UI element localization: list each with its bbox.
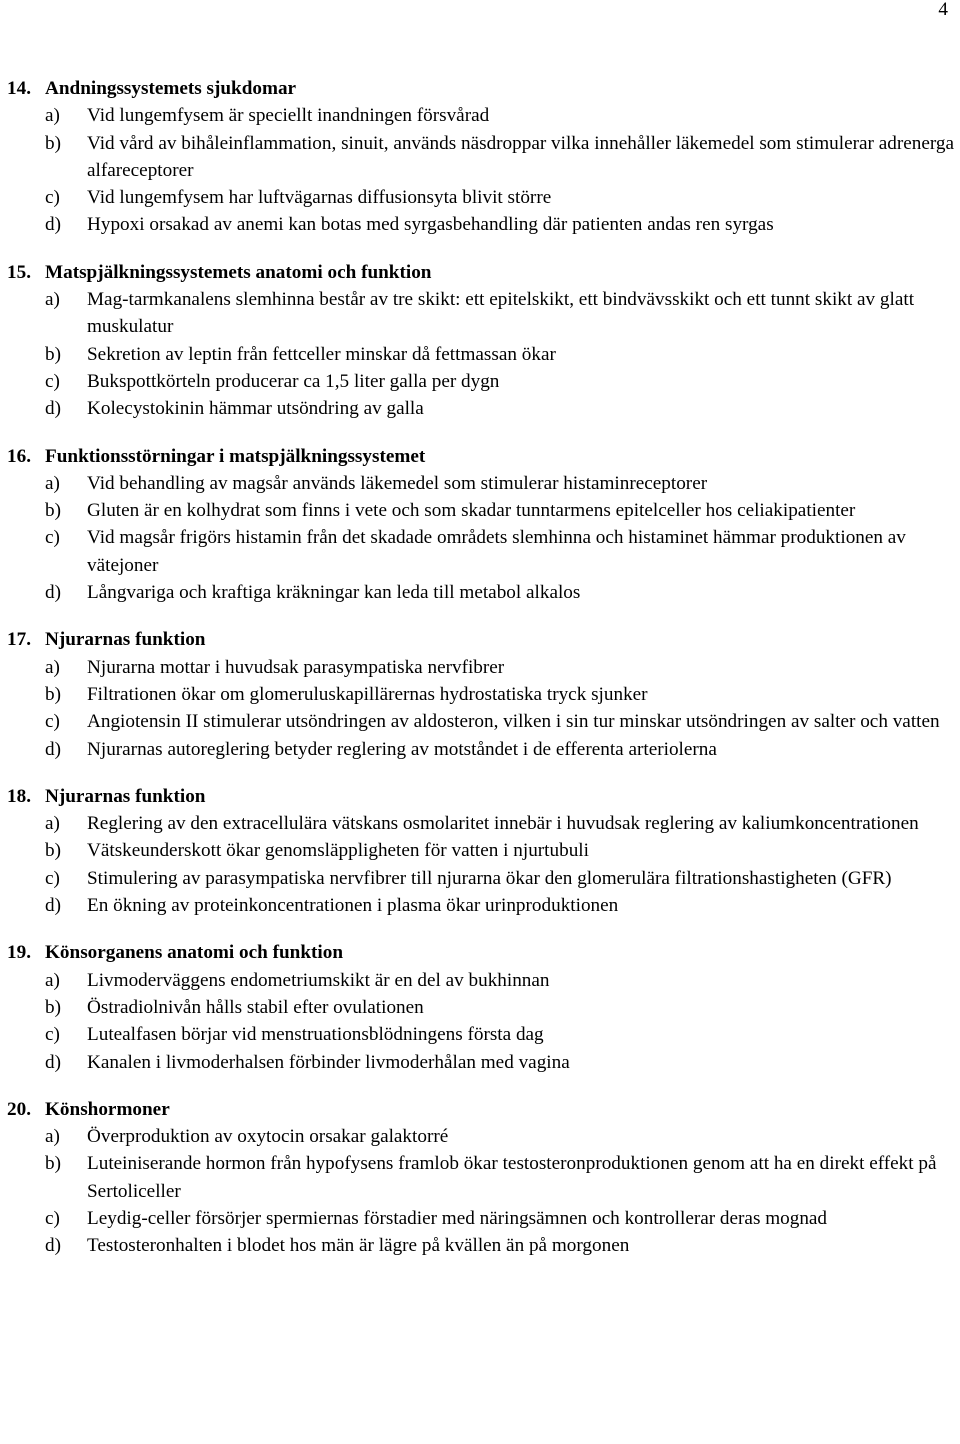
section-title: Könsorganens anatomi och funktion [45,942,343,964]
statement-item [45,994,957,1021]
statement-letter: b) [45,996,61,1018]
statement-text: Testosteronhalten i blodet hos män är lägre på kvällen än på morgonen [87,1235,630,1257]
statement-item [45,524,957,579]
statement-item [45,470,957,497]
statement-letter: b) [45,840,61,862]
section-title: Andningssystemets sjukdomar [45,78,297,99]
statement-text: Kanalen i livmoderhalsen förbinder livmoderhålan med vagina [87,1051,570,1073]
statement-letter: a) [45,656,60,678]
statement-list [7,654,957,763]
question-section [7,259,957,423]
statement-text: Leydig-celler försörjer spermiernas förstadier med näringsämnen och kontrollerar deras mognad [87,1207,828,1229]
statement-letter: b) [45,683,61,705]
statement-text: Angiotensin II stimulerar utsöndringen av aldosteron, vilken i sin tur minskar utsöndringen av salter och vatten [87,711,940,733]
statement-letter: c) [45,370,60,392]
statement-text: Östradiolnivån hålls stabil efter ovulationen [87,996,424,1018]
statement-letter: d) [45,214,61,236]
section-number: 20. [7,1098,31,1120]
statement-item [45,681,957,708]
statement-text: Kolecystokinin hämmar utsöndring av galla [87,398,424,420]
statement-letter: b) [45,343,61,365]
section-title: Njurarnas funktion [45,785,206,807]
section-number: 19. [7,942,31,964]
statement-letter: b) [45,1153,61,1175]
statement-text: Överproduktion av oxytocin orsakar galaktorré [87,1126,449,1148]
statement-list [7,286,957,422]
statement-text: Långvariga och kraftiga kräkningar kan leda till metabol alkalos [87,582,581,604]
statement-text: Mag-tarmkanalens slemhinna består av tre skikt: ett epitelskikt, ett bindvävsskikt och ett tunnt skikt av glatt muskulatur [87,289,915,338]
statement-text: Bukspottkörteln producerar ca 1,5 liter galla per dygn [87,370,500,392]
section-number: 14. [7,78,31,99]
section-heading [7,75,957,102]
statement-item [45,341,957,368]
section-title: Njurarnas funktion [45,629,206,651]
statement-item [45,579,957,606]
statement-letter: a) [45,289,60,311]
question-section [7,939,957,1075]
statement-item [45,184,957,211]
statement-text: Livmoderväggens endometriumskikt är en del av bukhinnan [87,969,550,991]
statement-list [7,1123,957,1259]
statement-letter: c) [45,527,60,549]
statement-letter: a) [45,472,60,494]
statement-item [45,967,957,994]
statement-letter: c) [45,1024,60,1046]
statement-list [7,102,957,238]
question-section [7,626,957,762]
section-title: Funktionsstörningar i matspjälkningssystemet [45,445,426,467]
statement-list [7,470,957,606]
statement-letter: d) [45,1051,61,1073]
section-heading [7,259,957,286]
question-section [7,783,957,919]
section-heading [7,783,957,810]
statement-item [45,1021,957,1048]
section-heading [7,626,957,653]
statement-text: Njurarna mottar i huvudsak parasympatiska nervfibrer [87,656,505,678]
statement-item [45,497,957,524]
statement-item [45,810,957,837]
section-number: 15. [7,261,31,283]
section-number: 16. [7,445,31,467]
statement-text: En ökning av proteinkoncentrationen i plasma ökar urinproduktionen [87,895,619,917]
statement-text: Vid vård av bihåleinflammation, sinuit, används näsdroppar vilka innehåller läkemedel som stimulerar adrenerga alfareceptorer [87,132,954,181]
statement-letter: b) [45,500,61,522]
statement-letter: b) [45,132,61,154]
statement-letter: c) [45,711,60,733]
statement-text: Vid behandling av magsår används läkemedel som stimulerar histaminreceptorer [87,472,708,494]
statement-text: Vid lungemfysem är speciellt inandningen försvårad [87,105,490,127]
statement-letter: d) [45,1235,61,1257]
statement-letter: d) [45,398,61,420]
statement-letter: a) [45,969,60,991]
statement-item [45,892,957,919]
statement-text: Sekretion av leptin från fettceller minskar då fettmassan ökar [87,343,556,365]
section-title: Könshormoner [45,1098,170,1120]
statement-item [45,211,957,238]
statement-letter: a) [45,813,60,835]
section-heading [7,1096,957,1123]
statement-item [45,286,957,341]
statement-item [45,130,957,185]
section-number: 17. [7,629,31,651]
section-heading [7,443,957,470]
statement-letter: a) [45,105,60,127]
question-list [7,75,957,1280]
section-title: Matspjälkningssystemets anatomi och funktion [45,261,432,283]
statement-item [45,1205,957,1232]
statement-text: Luteiniserande hormon från hypofysens framlob ökar testosteronproduktionen genom att ha en direkt effekt på Sertoliceller [87,1153,937,1202]
statement-item [45,865,957,892]
statement-item [45,1150,957,1205]
statement-text: Gluten är en kolhydrat som finns i vete och som skadar tunntarmens epitelceller hos celiakipatienter [87,500,856,522]
statement-letter: a) [45,1126,60,1148]
question-section [7,75,957,239]
statement-item [45,1232,957,1259]
statement-text: Vätskeunderskott ökar genomsläppligheten för vatten i njurtubuli [87,840,589,862]
statement-text: Njurarnas autoreglering betyder reglering av motståndet i de efferenta arteriolerna [87,738,717,760]
statement-list [7,967,957,1076]
statement-letter: d) [45,582,61,604]
statement-text: Stimulering av parasympatiska nervfibrer till njurarna ökar den glomerulära filtrationshastigheten (GFR) [87,867,892,889]
statement-text: Vid magsår frigörs histamin från det skadade områdets slemhinna och histaminet hämmar produktionen av vätejoner [87,527,906,576]
statement-text: Hypoxi orsakad av anemi kan botas med syrgasbehandling där patienten andas ren syrgas [87,214,774,236]
statement-item [45,837,957,864]
statement-letter: d) [45,738,61,760]
statement-text: Filtrationen ökar om glomeruluskapillärernas hydrostatiska tryck sjunker [87,683,648,705]
statement-item [45,1123,957,1150]
statement-text: Reglering av den extracellulära vätskans osmolaritet innebär i huvudsak reglering av kaliumkoncentrationen [87,813,919,835]
statement-letter: c) [45,187,60,209]
statement-item [45,395,957,422]
statement-text: Lutealfasen börjar vid menstruationsblödningens första dag [87,1024,544,1046]
question-section [7,443,957,607]
question-section [7,1096,957,1260]
statement-item [45,654,957,681]
statement-text: Vid lungemfysem har luftvägarnas diffusionsyta blivit större [87,187,552,209]
statement-item [45,102,957,129]
section-number: 18. [7,785,31,807]
statement-item [45,1049,957,1076]
statement-letter: c) [45,867,60,889]
statement-letter: d) [45,895,61,917]
statement-item [45,708,957,735]
statement-letter: c) [45,1207,60,1229]
page-number: 4 [938,0,948,20]
statement-item [45,368,957,395]
section-heading [7,939,957,966]
statement-item [45,736,957,763]
statement-list [7,810,957,919]
